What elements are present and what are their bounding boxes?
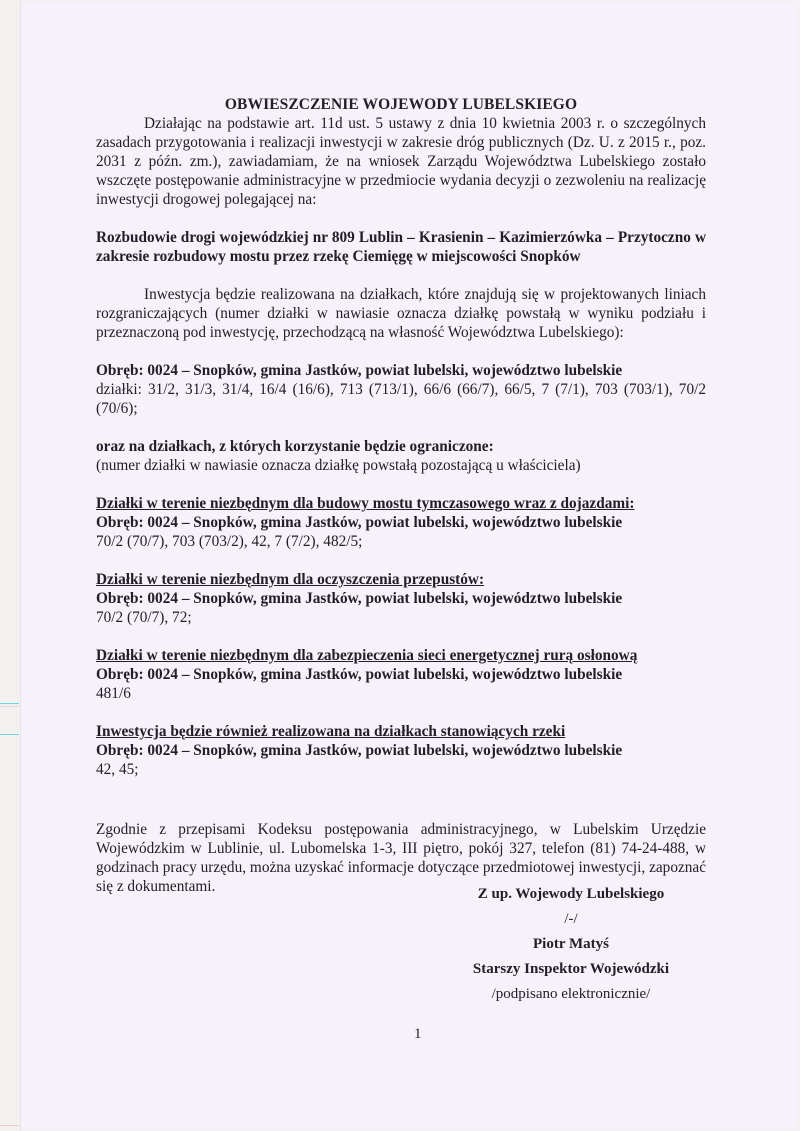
- section-plots: 70/2 (70/7), 703 (703/2), 42, 7 (7/2), 482/5;: [96, 533, 363, 550]
- section-heading: Działki w terenie niezbędnym dla budowy mostu tymczasowego wraz z dojazdami:: [96, 495, 635, 512]
- section-precinct: Obręb: 0024 – Snopków, gmina Jastków, powiat lubelski, województwo lubelskie: [96, 590, 623, 607]
- section-precinct: Obręb: 0024 – Snopków, gmina Jastków, powiat lubelski, województwo lubelskie: [96, 742, 623, 759]
- section-heading: Działki w terenie niezbędnym dla zabezpieczenia sieci energetycznej rurą osłonową: [96, 647, 638, 664]
- section-plots: 70/2 (70/7), 72;: [96, 609, 192, 626]
- section-power-network: [96, 646, 706, 703]
- viewer-side-strip: [0, 0, 21, 1131]
- closing-paragraph: Zgodnie z przepisami Kodeksu postępowania administracyjnego, w Lubelskim Urzędzie Wojewódzkim w Lublinie, ul. Lubomelska 1-3, III piętro, pokój 327, telefon (81) 74-24-488, w godzinach pracy urzędu, można uzyskać informacje dotyczące przedmiotowej inwestycji, zapoznać się z dokumentami.: [96, 821, 706, 895]
- restricted-heading: oraz na działkach, z których korzystanie będzie ograniczone:: [96, 438, 494, 455]
- restricted-note: (numer działki w nawiasie oznacza działkę powstałą pozostającą u właściciela): [96, 457, 581, 474]
- strip-highlight: [0, 703, 19, 704]
- signature-note: /podpisano elektronicznie/: [491, 986, 651, 1002]
- signature-mark: /-/: [564, 911, 578, 927]
- section-temporary-bridge: [96, 494, 706, 551]
- precinct-label: Obręb: 0024 – Snopków, gmina Jastków, powiat lubelski, województwo lubelskie: [96, 362, 623, 379]
- section-culverts: [96, 570, 706, 627]
- plots-list: działki: 31/2, 31/3, 31/4, 16/4 (16/6), 713 (713/1), 66/6 (66/7), 66/5, 7 (7/1), 703 (703/1), 70/2 (70/6);: [96, 381, 706, 417]
- page-number: 1: [414, 1026, 422, 1042]
- strip-divider: [0, 1125, 19, 1126]
- section-precinct: Obręb: 0024 – Snopków, gmina Jastków, powiat lubelski, województwo lubelskie: [96, 666, 623, 683]
- section-rivers: [96, 722, 706, 779]
- project-name: Rozbudowie drogi wojewódzkiej nr 809 Lublin – Krasienin – Kazimierzówka – Przytoczno w zakresie rozbudowy mostu przez rzekę Ciemięgę w miejscowości Snopków: [96, 229, 706, 265]
- document-title: OBWIESZCZENIE WOJEWODY LUBELSKIEGO: [224, 96, 578, 113]
- signatory-position: Starszy Inspektor Wojewódzki: [472, 961, 670, 977]
- strip-highlight: [0, 734, 19, 735]
- section-precinct: Obręb: 0024 – Snopków, gmina Jastków, powiat lubelski, województwo lubelskie: [96, 514, 623, 531]
- intro-paragraph: Działając na podstawie art. 11d ust. 5 ustawy z dnia 10 kwietnia 2003 r. o szczególnych zasadach przygotowania i realizacji inwestycji w zakresie dróg publicznych (Dz. U. z 2015 r., poz. 2031 z późn. zm.), zawiadamiam, że na wniosek Zarządu Województwa Lubelskiego zostało wszczęte postępowanie administracyjne w przedmiocie wydania decyzji o zezwoleniu na realizację inwestycji drogowej polegającej na:: [96, 115, 706, 208]
- section-plots: 42, 45;: [96, 761, 139, 778]
- signature-on-behalf: Z up. Wojewody Lubelskiego: [477, 886, 665, 902]
- section-plots: 481/6: [96, 685, 131, 702]
- section-heading: Inwestycja będzie również realizowana na działkach stanowiących rzeki: [96, 723, 566, 740]
- investment-paragraph: Inwestycja będzie realizowana na działkach, które znajdują się w projektowanych liniach rozgraniczających (numer działki w nawiasie oznacza działkę powstałą w wyniku podziału i przeznaczoną pod inwestycję, przechodzącą na własność Województwa Lubelskiego):: [96, 286, 706, 341]
- signature-block: [446, 882, 696, 1007]
- strip-divider: [0, 706, 19, 707]
- document-body: [96, 95, 706, 896]
- signatory-name: Piotr Matyś: [533, 936, 609, 952]
- section-heading: Działki w terenie niezbędnym dla oczyszczenia przepustów:: [96, 571, 485, 588]
